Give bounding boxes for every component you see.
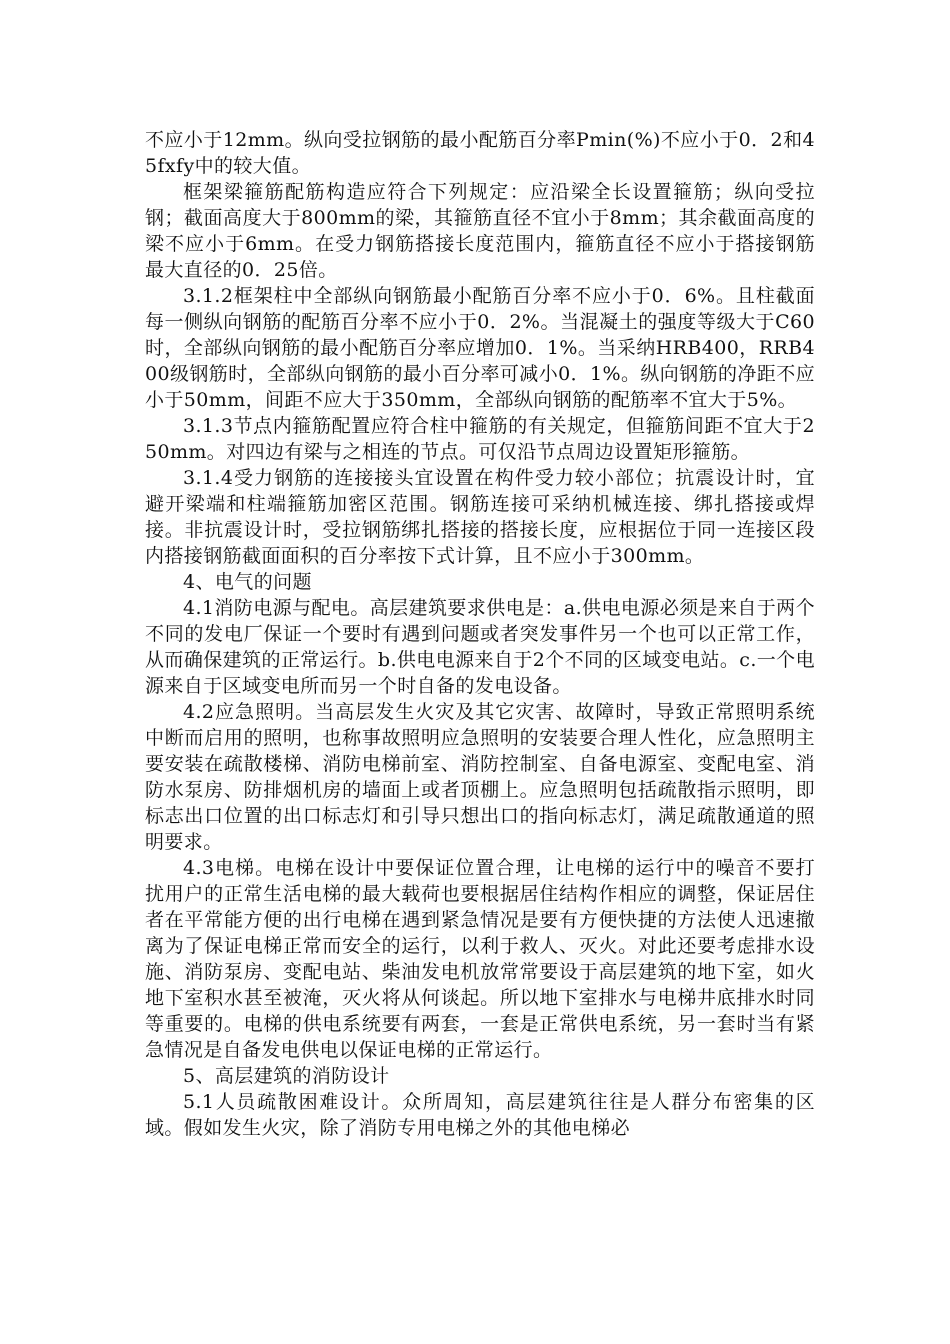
paragraph-4: 3.1.3节点内箍筋配置应符合柱中箍筋的有关规定，但箍筋间距不宜大于250mm。对四边有梁与之相连的节点。可仅沿节点周边设置矩形箍筋。 [145, 415, 815, 463]
paragraph-2: 框架梁箍筋配筋构造应符合下列规定：应沿梁全长设置箍筋；纵向受拉钢；截面高度大于800mm的梁，其箍筋直径不宜小于8mm；其余截面高度的梁不应小于6mm。在受力钢筋搭接长度范围内，箍筋直径不应小于搭接钢筋最大直径的0．25倍。 [145, 181, 815, 281]
paragraph-1: 不应小于12mm。纵向受拉钢筋的最小配筋百分率Pmin(%)不应小于0．2和45fxfy中的较大值。 [145, 129, 815, 177]
paragraph-3: 3.1.2框架柱中全部纵向钢筋最小配筋百分率不应小于0．6%。且柱截面每一侧纵向钢筋的配筋百分率不应小于0．2%。当混凝土的强度等级大于C60时，全部纵向钢筋的最小配筋百分率应增加0．1%。当采纳HRB400，RRB400级钢筋时，全部纵向钢筋的最小百分率可减小0．1%。纵向钢筋的净距不应小于50mm，间距不应大于350mm，全部纵向钢筋的配筋率不宜大于5%。 [145, 285, 815, 411]
paragraph-8: 4.2应急照明。当高层发生火灾及其它灾害、故障时，导致正常照明系统中断而启用的照明，也称事故照明应急照明的安装要合理人性化，应急照明主要安装在疏散楼梯、消防电梯前室、消防控制室、自备电源室、变配电室、消防水泵房、防排烟机房的墙面上或者顶棚上。应急照明包括疏散指示照明，即标志出口位置的出口标志灯和引导只想出口的指向标志灯，满足疏散通道的照明要求。 [145, 701, 815, 853]
section-heading-fire: 5、高层建筑的消防设计 [183, 1065, 390, 1087]
paragraph-7: 4.1消防电源与配电。高层建筑要求供电是：a.供电电源必须是来自于两个不同的发电厂保证一个要时有遇到问题或者突发事件另一个也可以正常工作，从而确保建筑的正常运行。b.供电电源来自于2个不同的区域变电站。c.一个电源来自于区域变电所而另一个时自备的发电设备。 [145, 597, 815, 697]
body-text [145, 127, 815, 1141]
paragraph-5: 3.1.4受力钢筋的连接接头宜设置在构件受力较小部位；抗震设计时，宜避开梁端和柱端箍筋加密区范围。钢筋连接可采纳机械连接、绑扎搭接或焊接。非抗震设计时，受拉钢筋绑扎搭接的搭接长度，应根据位于同一连接区段内搭接钢筋截面面积的百分率按下式计算，且不应小于300mm。 [145, 467, 815, 567]
paragraph-11: 5.1人员疏散困难设计。众所周知，高层建筑往往是人群分布密集的区域。假如发生火灾，除了消防专用电梯之外的其他电梯必 [145, 1091, 815, 1139]
paragraph-9: 4.3电梯。电梯在设计中要保证位置合理，让电梯的运行中的噪音不要打扰用户的正常生活电梯的最大载荷也要根据居住结构作相应的调整，保证居住者在平常能方便的出行电梯在遇到紧急情况是要有方便快捷的方法使人迅速撤离为了保证电梯正常而安全的运行，以利于救人、灭火。对此还要考虑排水设施、消防泵房、变配电站、柴油发电机放常常要设于高层建筑的地下室，如火地下室积水甚至被淹，灭火将从何谈起。所以地下室排水与电梯井底排水时同等重要的。电梯的供电系统要有两套，一套是正常供电系统，另一套时当有紧急情况是自备发电供电以保证电梯的正常运行。 [145, 857, 815, 1061]
section-heading-electrical: 4、电气的问题 [183, 571, 312, 593]
